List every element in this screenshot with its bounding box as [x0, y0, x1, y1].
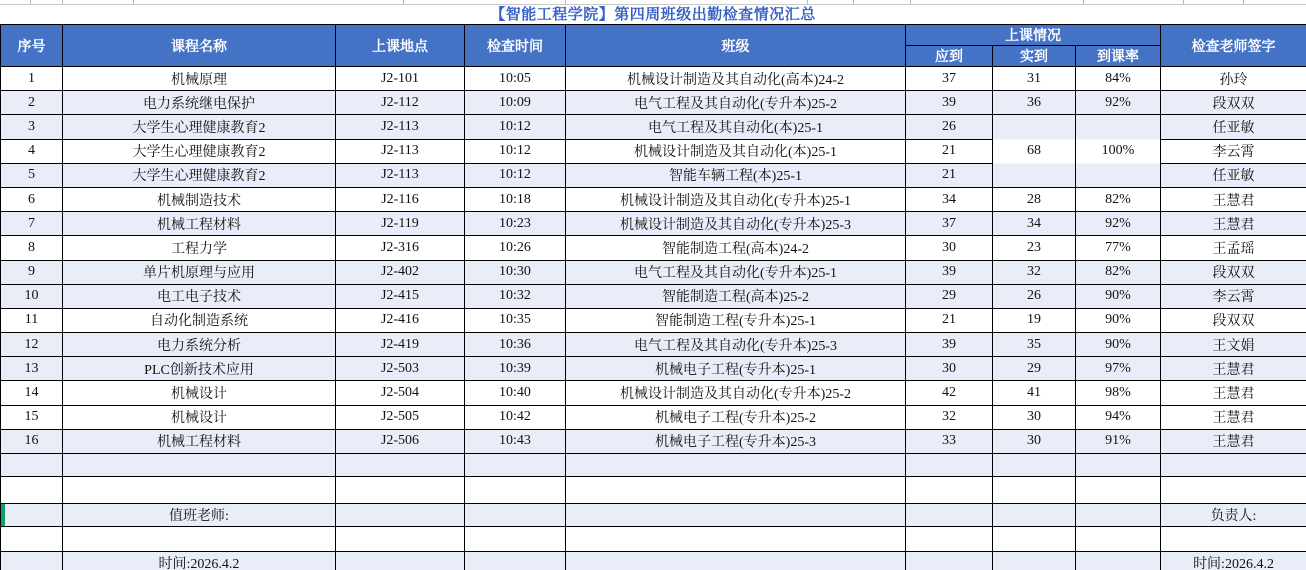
empty-cell[interactable] — [1076, 477, 1161, 504]
table-row — [1, 187, 1306, 211]
expected-cell[interactable]: 29 — [906, 284, 993, 308]
empty-cell[interactable] — [1076, 504, 1161, 527]
empty-cell[interactable] — [1161, 477, 1306, 504]
rate-cell[interactable]: 97% — [1076, 357, 1161, 381]
empty-cell[interactable] — [566, 477, 906, 504]
header-class[interactable]: 班级 — [566, 25, 906, 67]
empty-cell[interactable] — [906, 477, 993, 504]
location-cell[interactable]: J2-419 — [336, 333, 465, 357]
empty-cell[interactable] — [993, 527, 1076, 552]
empty-cell[interactable] — [336, 527, 465, 552]
empty-cell[interactable] — [63, 527, 336, 552]
empty-cell[interactable] — [465, 477, 566, 504]
empty-cell[interactable] — [465, 454, 566, 477]
time-cell[interactable]: 10:12 — [465, 163, 566, 187]
row-no-cell[interactable]: 3 — [1, 115, 63, 139]
location-cell[interactable]: J2-116 — [336, 187, 465, 211]
signature-cell[interactable]: 王慧君 — [1161, 405, 1306, 429]
signature-cell[interactable]: 段双双 — [1161, 308, 1306, 332]
empty-cell[interactable] — [993, 552, 1076, 570]
table-row — [1, 405, 1306, 429]
row-no-cell[interactable]: 11 — [1, 308, 63, 332]
row-no-cell[interactable]: 4 — [1, 139, 63, 163]
table-row — [1, 308, 1306, 332]
signature-cell[interactable]: 王慧君 — [1161, 429, 1306, 453]
header-location[interactable]: 上课地点 — [336, 25, 465, 67]
time-cell[interactable]: 10:36 — [465, 333, 566, 357]
row-no-cell[interactable]: 13 — [1, 357, 63, 381]
signature-cell[interactable]: 李云霄 — [1161, 284, 1306, 308]
actual-cell[interactable]: 30 — [993, 429, 1076, 453]
empty-cell[interactable] — [1076, 527, 1161, 552]
table-row — [1, 357, 1306, 381]
rate-cell[interactable]: 77% — [1076, 236, 1161, 260]
signature-cell[interactable]: 王文娟 — [1161, 333, 1306, 357]
empty-cell[interactable] — [63, 477, 336, 504]
empty-cell[interactable] — [1076, 454, 1161, 477]
signature-cell[interactable]: 王孟瑶 — [1161, 236, 1306, 260]
expected-cell[interactable]: 42 — [906, 381, 993, 405]
title-row — [0, 5, 1306, 24]
class-cell[interactable]: 智能制造工程(高本)24-2 — [566, 236, 906, 260]
actual-cell[interactable]: 35 — [993, 333, 1076, 357]
header-expected[interactable]: 应到 — [906, 46, 993, 67]
manager-label-cell[interactable]: 负责人: — [1161, 504, 1306, 527]
header-signature[interactable]: 检查老师签字 — [1161, 25, 1306, 67]
class-cell[interactable]: 智能车辆工程(本)25-1 — [566, 163, 906, 187]
empty-cell[interactable] — [336, 454, 465, 477]
empty-cell[interactable] — [993, 477, 1076, 504]
course-cell[interactable]: 自动化制造系统 — [63, 308, 336, 332]
time-cell[interactable]: 10:05 — [465, 67, 566, 91]
time-cell[interactable]: 10:32 — [465, 284, 566, 308]
time-cell[interactable]: 10:35 — [465, 308, 566, 332]
header-course[interactable]: 课程名称 — [63, 25, 336, 67]
table-row — [1, 236, 1306, 260]
rate-cell[interactable]: 90% — [1076, 333, 1161, 357]
location-cell[interactable]: J2-503 — [336, 357, 465, 381]
actual-cell[interactable]: 29 — [993, 357, 1076, 381]
empty-cell[interactable] — [906, 504, 993, 527]
class-cell[interactable]: 智能制造工程(专升本)25-1 — [566, 308, 906, 332]
class-cell[interactable]: 机械设计制造及其自动化(专升本)25-1 — [566, 187, 906, 211]
actual-cell[interactable]: 26 — [993, 284, 1076, 308]
row-no-cell[interactable]: 15 — [1, 405, 63, 429]
header-row-1 — [1, 25, 1306, 46]
attendance-table — [0, 24, 1306, 570]
rate-cell[interactable]: 91% — [1076, 429, 1161, 453]
row-no-cell[interactable]: 9 — [1, 260, 63, 284]
row-no-cell[interactable]: 2 — [1, 91, 63, 115]
time-cell[interactable]: 10:18 — [465, 187, 566, 211]
location-cell[interactable]: J2-416 — [336, 308, 465, 332]
class-cell[interactable]: 机械设计制造及其自动化(高本)24-2 — [566, 67, 906, 91]
actual-merged-cell[interactable]: 68 — [993, 115, 1076, 188]
actual-cell[interactable]: 23 — [993, 236, 1076, 260]
expected-cell[interactable]: 32 — [906, 405, 993, 429]
actual-cell[interactable]: 36 — [993, 91, 1076, 115]
header-situation[interactable]: 上课情况 — [906, 25, 1161, 46]
location-cell[interactable]: J2-119 — [336, 212, 465, 236]
row-no-cell[interactable]: 14 — [1, 381, 63, 405]
course-cell[interactable]: 大学生心理健康教育2 — [63, 139, 336, 163]
class-cell[interactable]: 机械设计制造及其自动化(专升本)25-2 — [566, 381, 906, 405]
time-cell[interactable]: 10:30 — [465, 260, 566, 284]
empty-cell[interactable] — [1076, 552, 1161, 570]
actual-cell[interactable]: 34 — [993, 212, 1076, 236]
date-left-cell[interactable]: 时间:2026.4.2 — [63, 552, 336, 570]
row-no-cell[interactable]: 12 — [1, 333, 63, 357]
empty-cell[interactable] — [906, 527, 993, 552]
duty-teacher-label-cell[interactable]: 值班老师: — [63, 504, 336, 527]
table-row — [1, 91, 1306, 115]
table-row — [1, 284, 1306, 308]
row-no-cell[interactable]: 5 — [1, 163, 63, 187]
footer-row — [1, 454, 1306, 477]
expected-cell[interactable]: 37 — [906, 67, 993, 91]
row-no-cell[interactable]: 1 — [1, 67, 63, 91]
location-cell[interactable]: J2-504 — [336, 381, 465, 405]
signature-cell[interactable]: 王慧君 — [1161, 357, 1306, 381]
empty-cell[interactable] — [336, 552, 465, 570]
course-cell[interactable]: 机械工程材料 — [63, 212, 336, 236]
rate-cell[interactable]: 98% — [1076, 381, 1161, 405]
table-row — [1, 429, 1306, 453]
location-cell[interactable]: J2-506 — [336, 429, 465, 453]
class-cell[interactable]: 机械电子工程(专升本)25-3 — [566, 429, 906, 453]
rate-cell[interactable]: 92% — [1076, 212, 1161, 236]
time-cell[interactable]: 10:23 — [465, 212, 566, 236]
course-cell[interactable]: 电力系统分析 — [63, 333, 336, 357]
expected-cell[interactable]: 37 — [906, 212, 993, 236]
actual-cell[interactable]: 32 — [993, 260, 1076, 284]
location-cell[interactable]: J2-113 — [336, 163, 465, 187]
signature-cell[interactable]: 王慧君 — [1161, 187, 1306, 211]
table-row — [1, 212, 1306, 236]
signature-cell[interactable]: 任亚敏 — [1161, 163, 1306, 187]
course-cell[interactable]: 机械原理 — [63, 67, 336, 91]
expected-cell[interactable]: 39 — [906, 91, 993, 115]
empty-cell[interactable] — [566, 527, 906, 552]
signature-cell[interactable]: 孙玲 — [1161, 67, 1306, 91]
class-cell[interactable]: 电气工程及其自动化(本)25-1 — [566, 115, 906, 139]
expected-cell[interactable]: 39 — [906, 333, 993, 357]
location-cell[interactable]: J2-112 — [336, 91, 465, 115]
table-row — [1, 381, 1306, 405]
location-cell[interactable]: J2-101 — [336, 67, 465, 91]
signature-cell[interactable]: 段双双 — [1161, 260, 1306, 284]
active-row-marker-icon — [1, 504, 5, 526]
rate-cell[interactable]: 82% — [1076, 260, 1161, 284]
class-cell[interactable]: 电气工程及其自动化(专升本)25-2 — [566, 91, 906, 115]
empty-cell[interactable] — [1161, 527, 1306, 552]
expected-cell[interactable]: 21 — [906, 163, 993, 187]
header-actual[interactable]: 实到 — [993, 46, 1076, 67]
empty-cell[interactable] — [1, 527, 63, 552]
rate-cell[interactable]: 94% — [1076, 405, 1161, 429]
date-right-cell[interactable]: 时间:2026.4.2 — [1161, 552, 1306, 570]
page-title: 【智能工程学院】第四周班级出勤检查情况汇总 — [490, 7, 816, 23]
class-cell[interactable]: 机械设计制造及其自动化(专升本)25-3 — [566, 212, 906, 236]
location-cell[interactable]: J2-113 — [336, 139, 465, 163]
signature-cell[interactable]: 任亚敏 — [1161, 115, 1306, 139]
signature-cell[interactable]: 段双双 — [1161, 91, 1306, 115]
row-no-cell[interactable]: 6 — [1, 187, 63, 211]
course-cell[interactable]: 单片机原理与应用 — [63, 260, 336, 284]
time-cell[interactable]: 10:09 — [465, 91, 566, 115]
location-cell[interactable]: J2-402 — [336, 260, 465, 284]
expected-cell[interactable]: 21 — [906, 308, 993, 332]
footer-row — [1, 504, 1306, 527]
expected-cell[interactable]: 26 — [906, 115, 993, 139]
rate-cell[interactable]: 82% — [1076, 187, 1161, 211]
course-cell[interactable]: 电力系统继电保护 — [63, 91, 336, 115]
empty-cell[interactable] — [906, 552, 993, 570]
row-no-cell[interactable]: 7 — [1, 212, 63, 236]
empty-cell[interactable] — [336, 504, 465, 527]
footer-row — [1, 552, 1306, 570]
empty-cell[interactable] — [566, 454, 906, 477]
actual-cell[interactable]: 19 — [993, 308, 1076, 332]
top-gridline-strip — [0, 0, 1306, 5]
empty-cell[interactable] — [465, 552, 566, 570]
time-cell[interactable]: 10:40 — [465, 381, 566, 405]
location-cell[interactable]: J2-316 — [336, 236, 465, 260]
table-row — [1, 260, 1306, 284]
row-no-cell[interactable]: 10 — [1, 284, 63, 308]
empty-cell[interactable] — [993, 504, 1076, 527]
course-cell[interactable]: 机械工程材料 — [63, 429, 336, 453]
time-cell[interactable]: 10:12 — [465, 115, 566, 139]
time-cell[interactable]: 10:12 — [465, 139, 566, 163]
location-cell[interactable]: J2-505 — [336, 405, 465, 429]
empty-cell[interactable] — [906, 454, 993, 477]
empty-cell[interactable] — [1, 504, 63, 527]
empty-cell[interactable] — [1161, 454, 1306, 477]
empty-cell[interactable] — [566, 504, 906, 527]
time-cell[interactable]: 10:39 — [465, 357, 566, 381]
time-cell[interactable]: 10:42 — [465, 405, 566, 429]
empty-cell[interactable] — [566, 552, 906, 570]
empty-cell[interactable] — [465, 527, 566, 552]
signature-cell[interactable]: 李云霄 — [1161, 139, 1306, 163]
expected-cell[interactable]: 21 — [906, 139, 993, 163]
actual-cell[interactable]: 31 — [993, 67, 1076, 91]
header-no[interactable]: 序号 — [1, 25, 63, 67]
expected-cell[interactable]: 33 — [906, 429, 993, 453]
empty-cell[interactable] — [336, 477, 465, 504]
empty-cell[interactable] — [1, 477, 63, 504]
location-cell[interactable]: J2-113 — [336, 115, 465, 139]
class-cell[interactable]: 电气工程及其自动化(专升本)25-1 — [566, 260, 906, 284]
footer-row — [1, 527, 1306, 552]
actual-cell[interactable]: 30 — [993, 405, 1076, 429]
actual-cell[interactable]: 28 — [993, 187, 1076, 211]
table-row — [1, 115, 1306, 139]
row-no-cell[interactable]: 16 — [1, 429, 63, 453]
course-cell[interactable]: 机械设计 — [63, 405, 336, 429]
location-cell[interactable]: J2-415 — [336, 284, 465, 308]
table-row — [1, 333, 1306, 357]
course-cell[interactable]: 机械设计 — [63, 381, 336, 405]
empty-cell[interactable] — [1, 552, 63, 570]
course-cell[interactable]: PLC创新技术应用 — [63, 357, 336, 381]
expected-cell[interactable]: 34 — [906, 187, 993, 211]
course-cell[interactable]: 工程力学 — [63, 236, 336, 260]
rate-merged-cell[interactable]: 100% — [1076, 115, 1161, 188]
empty-cell[interactable] — [1, 454, 63, 477]
header-rate[interactable]: 到课率 — [1076, 46, 1161, 67]
signature-cell[interactable]: 王慧君 — [1161, 212, 1306, 236]
rate-cell[interactable]: 84% — [1076, 67, 1161, 91]
row-no-cell[interactable]: 8 — [1, 236, 63, 260]
empty-cell[interactable] — [465, 504, 566, 527]
header-time[interactable]: 检查时间 — [465, 25, 566, 67]
class-cell[interactable]: 机械设计制造及其自动化(本)25-1 — [566, 139, 906, 163]
empty-cell[interactable] — [993, 454, 1076, 477]
footer-row — [1, 477, 1306, 504]
empty-cell[interactable] — [63, 454, 336, 477]
time-cell[interactable]: 10:43 — [465, 429, 566, 453]
table-row — [1, 67, 1306, 91]
time-cell[interactable]: 10:26 — [465, 236, 566, 260]
class-cell[interactable]: 机械电子工程(专升本)25-2 — [566, 405, 906, 429]
class-cell[interactable]: 智能制造工程(高本)25-2 — [566, 284, 906, 308]
actual-cell[interactable]: 41 — [993, 381, 1076, 405]
rate-cell[interactable]: 90% — [1076, 308, 1161, 332]
rate-cell[interactable]: 90% — [1076, 284, 1161, 308]
class-cell[interactable]: 机械电子工程(专升本)25-1 — [566, 357, 906, 381]
expected-cell[interactable]: 39 — [906, 260, 993, 284]
expected-cell[interactable]: 30 — [906, 357, 993, 381]
rate-cell[interactable]: 92% — [1076, 91, 1161, 115]
course-cell[interactable]: 机械制造技术 — [63, 187, 336, 211]
course-cell[interactable]: 电工电子技术 — [63, 284, 336, 308]
expected-cell[interactable]: 30 — [906, 236, 993, 260]
course-cell[interactable]: 大学生心理健康教育2 — [63, 115, 336, 139]
signature-cell[interactable]: 王慧君 — [1161, 381, 1306, 405]
course-cell[interactable]: 大学生心理健康教育2 — [63, 163, 336, 187]
class-cell[interactable]: 电气工程及其自动化(专升本)25-3 — [566, 333, 906, 357]
